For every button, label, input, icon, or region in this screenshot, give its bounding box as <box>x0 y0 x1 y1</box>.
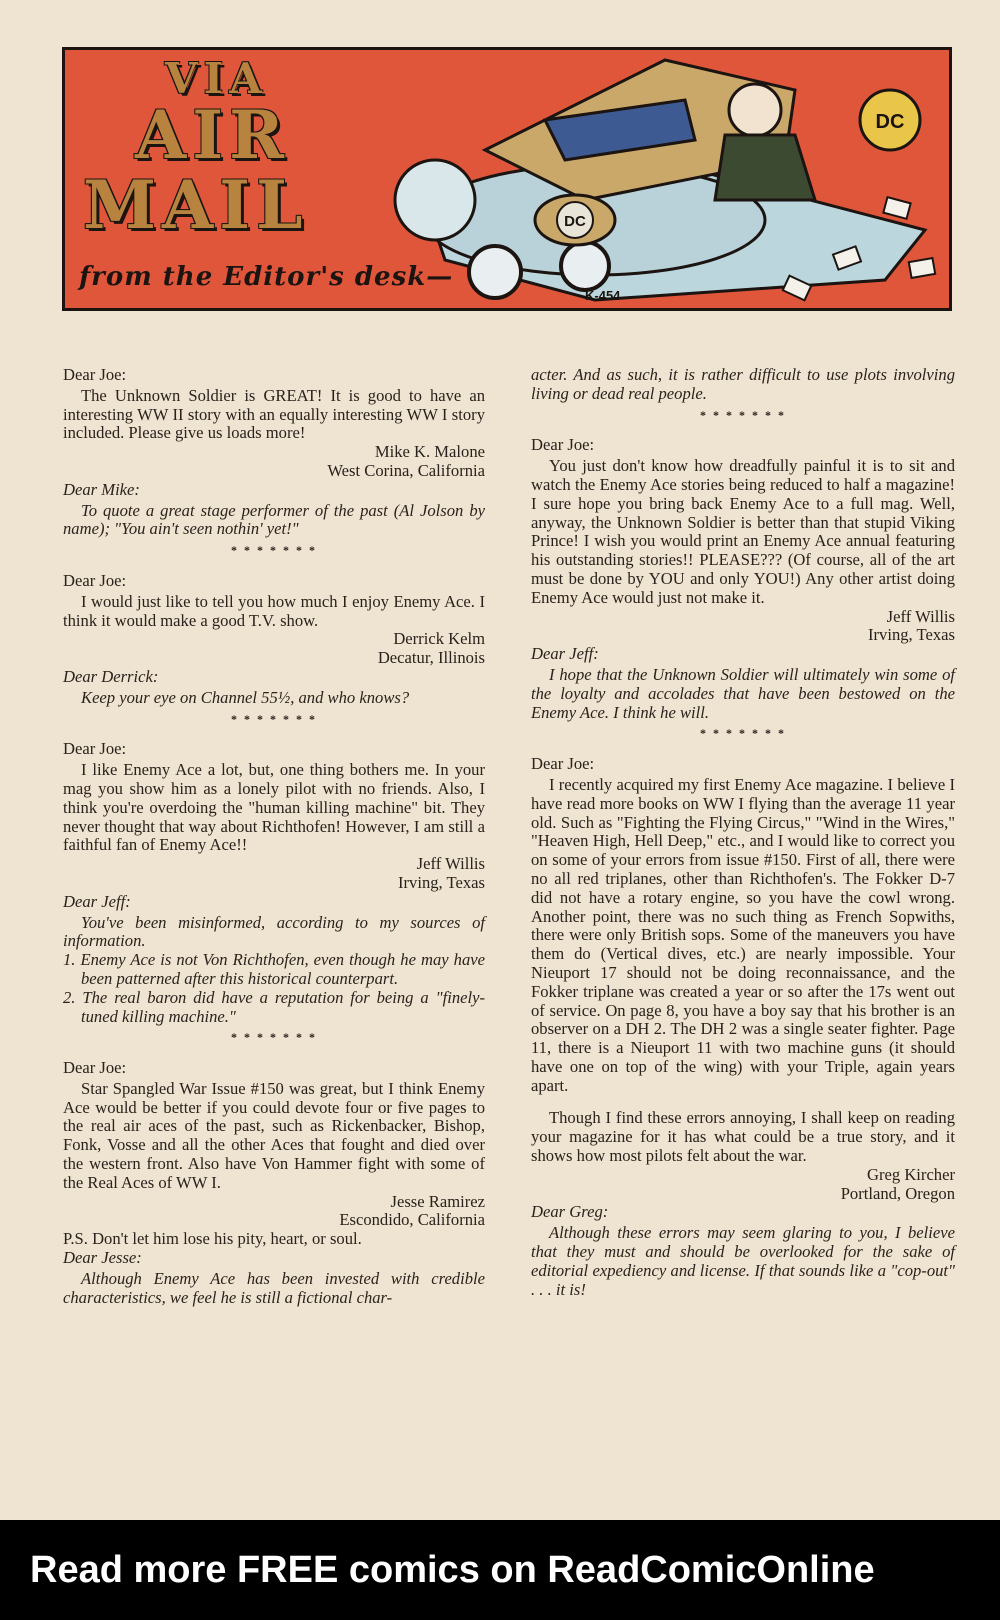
reply-salutation: Dear Mike: <box>63 479 140 499</box>
section-divider: * * * * * * * <box>231 543 317 558</box>
signature-name: Jeff Willis <box>416 854 485 874</box>
section-divider: * * * * * * * <box>700 407 786 422</box>
reply-point: 2. The real baron did have a reputation for being a "finely-tuned killing machine." <box>63 987 485 1026</box>
title-air: AIR <box>135 96 290 174</box>
signature-place: West Corina, California <box>327 460 485 480</box>
signature-place: Decatur, Illinois <box>377 648 485 668</box>
signature-place: Irving, Texas <box>397 872 485 892</box>
letter-body-continued: Though I find these errors annoying, I shall keep on reading your magazine for it has what could be a true story, and it shows how most pilots felt about the war. <box>531 1108 955 1166</box>
editor-reply: Although these errors may seem glaring to you, I believe that they must and should be overlooked for the sake of editorial expediency and license. If that sounds like a "cop-out" . . . it is! <box>531 1223 955 1299</box>
editor-reply-continued: acter. And as such, it is rather difficult to use plots involving living or dead real people. <box>531 365 955 403</box>
plane-dc-logo: DC <box>564 213 586 230</box>
reply-salutation: Dear Greg: <box>531 1202 609 1222</box>
reply-salutation: Dear Jeff: <box>63 891 131 911</box>
reply-salutation: Dear Jeff: <box>531 644 599 664</box>
banner-tagline: from the Editor's desk— <box>79 262 454 292</box>
section-divider: * * * * * * * <box>700 726 786 741</box>
signature-name: Mike K. Malone <box>374 442 485 462</box>
art-code: K-454 <box>585 288 621 303</box>
signature-place: Irving, Texas <box>867 625 955 645</box>
letter-salutation: Dear Joe: <box>531 435 595 455</box>
letter-body: You just don't know how dreadfully painful it is to sit and watch the Enemy Ace stories being reduced to half a magazine! I sure hope you bring back Enemy Ace to a full mag. Well, anyway, the Unknown Soldier is better than that stupid Viking Prince! I wish you would print an Enemy Ace annual featuring his outstanding stories!! PLEASE??? (Of course, all of the art must be done by YOU and only YOU!) Any other artist doing Enemy Ace would just not make it. <box>531 456 955 607</box>
mailbag-dc-logo: DC <box>875 111 905 133</box>
signature-name: Jeff Willis <box>886 606 955 626</box>
banner-title <box>83 54 413 244</box>
letter-body: The Unknown Soldier is GREAT! It is good to have an interesting WW II story with an equally interesting WW I story included. Please give us loads more! <box>63 385 485 443</box>
letter-body: I like Enemy Ace a lot, but, one thing bothers me. In your mag you show him as a lonely pilot with no friends. Also, I think you're overdoing the "human killing machine" bit. They never thought that way about Richthofen! However, I am still a faithful fan of Enemy Ace!! <box>63 760 485 855</box>
letter-salutation: Dear Joe: <box>63 1058 127 1078</box>
signature-place: Escondido, California <box>339 1210 485 1230</box>
letter-salutation: Dear Joe: <box>63 570 127 590</box>
promo-footer[interactable] <box>0 1520 1000 1620</box>
reply-salutation: Dear Jesse: <box>63 1248 142 1268</box>
letter-body: Star Spangled War Issue #150 was great, but I think Enemy Ace would be better if you could devote four or five pages to the real air aces of the past, such as Rickenbacker, Bishop, Fonk, Vosse and all the other Aces that fought and died over the western front. Also have Von Hammer fight with some of the Real Aces of WW I. <box>63 1078 485 1192</box>
letter-body: I would just like to tell you how much I enjoy Enemy Ace. I think it would make a good T.V. show. <box>63 591 485 630</box>
reply-point: 1. Enemy Ace is not Von Richthofen, even though he may have been patterned after this historical counterpart. <box>63 950 485 988</box>
signature-name: Jesse Ramirez <box>390 1191 485 1211</box>
footer-text[interactable]: Read more FREE comics on ReadComicOnline <box>30 1548 875 1591</box>
left-column <box>63 366 485 1307</box>
signature-name: Derrick Kelm <box>393 629 485 649</box>
signature-name: Greg Kircher <box>867 1164 955 1184</box>
editor-reply: To quote a great stage performer of the past (Al Jolson by name); "You ain't seen nothin' yet!" <box>63 500 485 539</box>
letter-body: I recently acquired my first Enemy Ace magazine. I believe I have read more books on WW I flying than the average 11 year old. Such as "Fighting the Flying Circus," "Wind in the Wires," "Heaven High, Hell Deep," etc., and I would like to correct you on some of your errors from issue #150. First of all, there were no all red triplanes, other than Richthofen's. The Fokker D-7 did not have a rotary engine, so you have the cowl wrong. Another point, there was no such thing as French Sopwiths, there were only British sops. Some of the maneuvers you have them do (Vertical dives, etc.) are nearly impossible. Your Nieuport 17 should not be doing reconnaissance, and the Fokker triplane was created a year or so after the 17s went out of service. On page 8, you have a boy say that his brother is an observer on a DH 2. The DH 2 was a single seater fighter. Page 11, there is a Nieuport 11 with two machine guns (it should have one on top of the wing) with your Triple, again years apart. <box>531 774 955 1095</box>
editor-reply: Keep your eye on Channel 55½, and who knows? <box>81 687 410 707</box>
editor-reply: You've been misinformed, according to my sources of information. <box>63 912 485 951</box>
postscript: P.S. Don't let him lose his pity, heart, or soul. <box>63 1229 362 1249</box>
letter-salutation: Dear Joe: <box>63 739 127 759</box>
title-via: VIA <box>165 54 268 103</box>
reply-salutation: Dear Derrick: <box>63 666 159 686</box>
letter-salutation: Dear Joe: <box>63 365 127 384</box>
section-divider: * * * * * * * <box>231 1030 317 1045</box>
editor-reply: Although Enemy Ace has been invested with credible characteristics, we feel he is still a fictional char- <box>63 1268 485 1307</box>
right-column <box>531 366 955 1299</box>
via-air-mail-banner <box>62 47 952 311</box>
section-divider: * * * * * * * <box>231 711 317 726</box>
signature-place: Portland, Oregon <box>840 1183 955 1203</box>
reply-points <box>63 951 485 1026</box>
title-mail: MAIL <box>83 166 309 244</box>
editor-reply: I hope that the Unknown Soldier will ultimately win some of the loyalty and accolades that have been bestowed on the Enemy Ace. I think he will. <box>531 664 955 722</box>
letter-salutation: Dear Joe: <box>531 754 595 774</box>
